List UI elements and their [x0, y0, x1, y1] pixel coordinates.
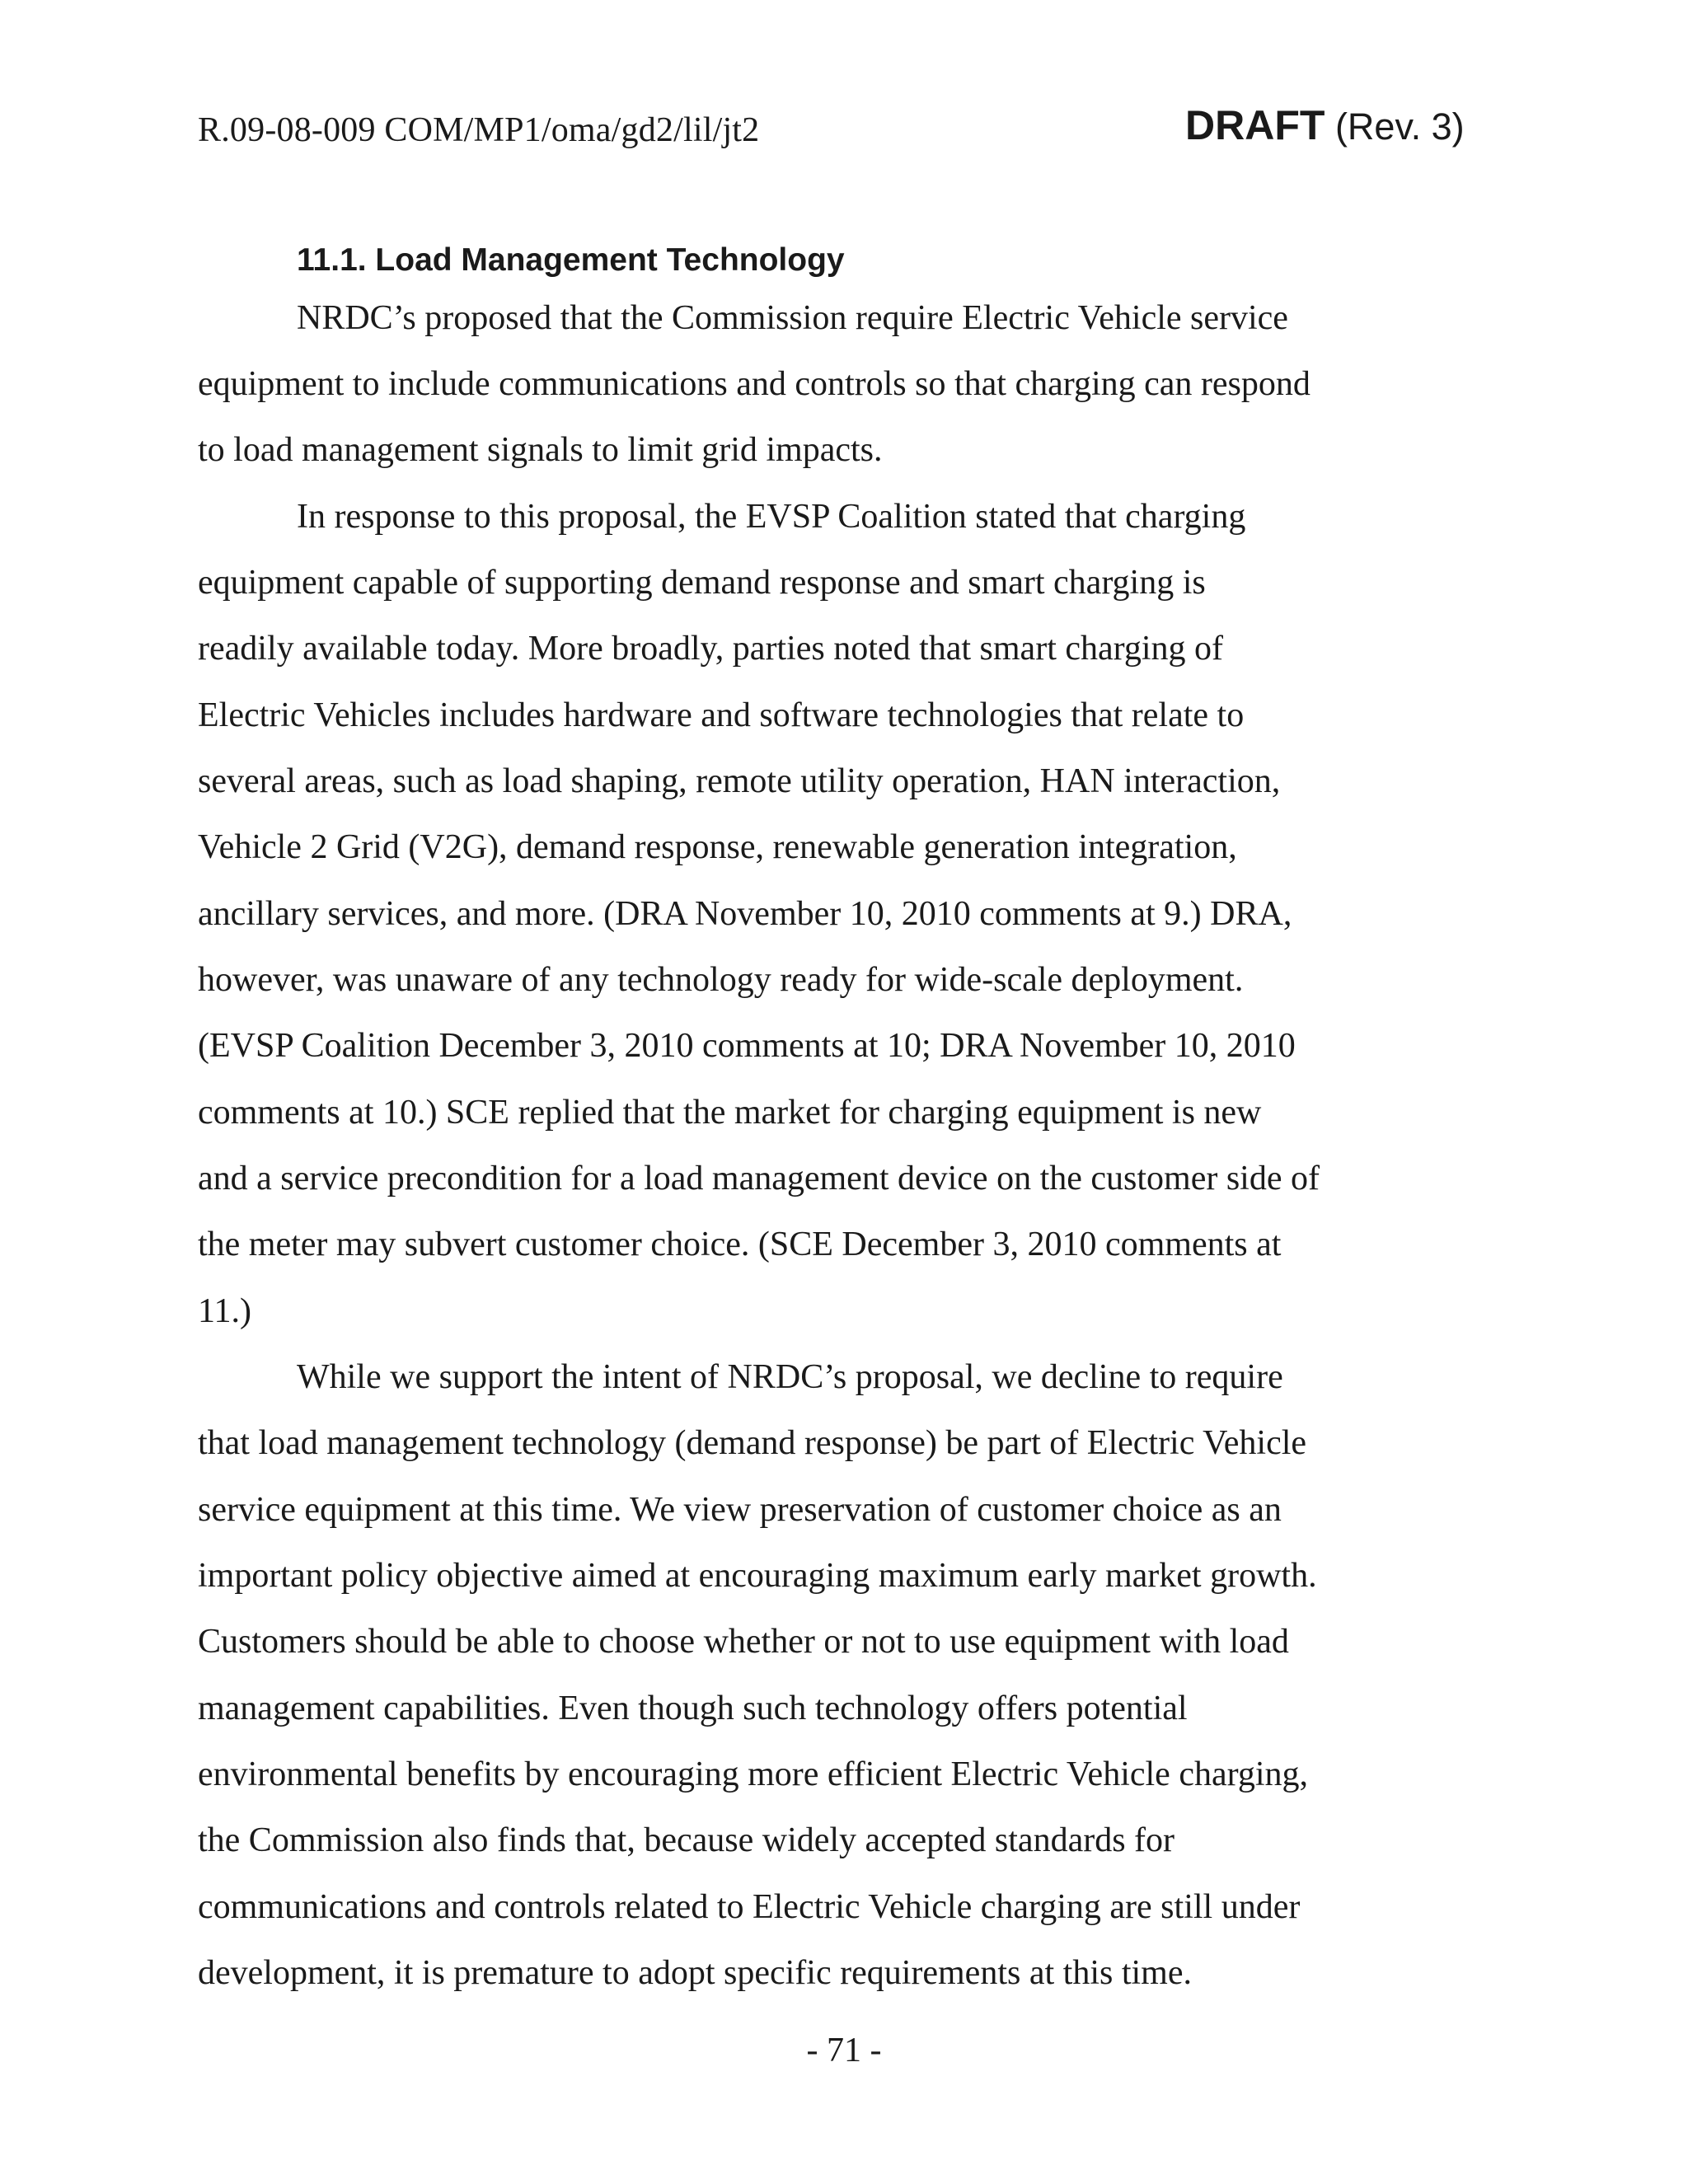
docket-number: R.09-08-009 COM/MP1/oma/gd2/lil/jt2 [198, 111, 760, 149]
paragraph-3-line-9: communications and controls related to Electric Vehicle charging are still under [198, 1888, 1301, 1926]
paragraph-3-line-6: management capabilities. Even though such technology offers potential [198, 1690, 1188, 1727]
section-heading: 11.1. Load Management Technology [297, 242, 845, 278]
paragraph-2-line-7: ancillary services, and more. (DRA November 10, 2010 comments at 9.) DRA, [198, 895, 1292, 933]
paragraph-2-line-9: (EVSP Coalition December 3, 2010 comments at 10; DRA November 10, 2010 [198, 1027, 1296, 1065]
draft-stamp [1185, 101, 1465, 152]
paragraph-2-line-5: several areas, such as load shaping, remote utility operation, HAN interaction, [198, 762, 1281, 800]
paragraph-2-line-12: the meter may subvert customer choice. (SCE December 3, 2010 comments at [198, 1226, 1282, 1263]
paragraph-2-line-2: equipment capable of supporting demand response and smart charging is [198, 564, 1206, 602]
paragraph-2-line-6: Vehicle 2 Grid (V2G), demand response, renewable generation integration, [198, 828, 1237, 866]
paragraph-3-line-2: that load management technology (demand response) be part of Electric Vehicle [198, 1424, 1307, 1462]
paragraph-2-line-8: however, was unaware of any technology ready for wide-scale deployment. [198, 961, 1244, 999]
page-number: - 71 - [806, 2032, 882, 2069]
paragraph-3-line-10: development, it is premature to adopt specific requirements at this time. [198, 1954, 1192, 1992]
paragraph-1-line-2: equipment to include communications and controls so that charging can respond [198, 365, 1311, 403]
paragraph-1-line-3: to load management signals to limit grid impacts. [198, 431, 883, 469]
paragraph-3-line-7: environmental benefits by encouraging more efficient Electric Vehicle charging, [198, 1755, 1308, 1793]
paragraph-2-line-10: comments at 10.) SCE replied that the market for charging equipment is new [198, 1094, 1262, 1132]
paragraph-3-line-8: the Commission also finds that, because widely accepted standards for [198, 1821, 1175, 1859]
paragraph-2-line-4: Electric Vehicles includes hardware and software technologies that relate to [198, 696, 1245, 734]
paragraph-1-line-1: NRDC’s proposed that the Commission require Electric Vehicle service [297, 299, 1288, 337]
paragraph-3-line-3: service equipment at this time. We view preservation of customer choice as an [198, 1491, 1282, 1529]
draft-label: DRAFT [1185, 102, 1325, 148]
paragraph-2-line-1: In response to this proposal, the EVSP Coalition stated that charging [297, 498, 1246, 536]
paragraph-2-line-11: and a service precondition for a load management device on the customer side of [198, 1160, 1320, 1197]
paragraph-3-line-4: important policy objective aimed at encouraging maximum early market growth. [198, 1557, 1317, 1595]
paragraph-3-line-1: While we support the intent of NRDC’s proposal, we decline to require [297, 1358, 1283, 1396]
paragraph-3-line-5: Customers should be able to choose whether or not to use equipment with load [198, 1623, 1289, 1661]
paragraph-2-line-3: readily available today. More broadly, parties noted that smart charging of [198, 630, 1224, 668]
paragraph-2-line-13: 11.) [198, 1292, 251, 1330]
revision-label: (Rev. 3) [1334, 105, 1465, 148]
